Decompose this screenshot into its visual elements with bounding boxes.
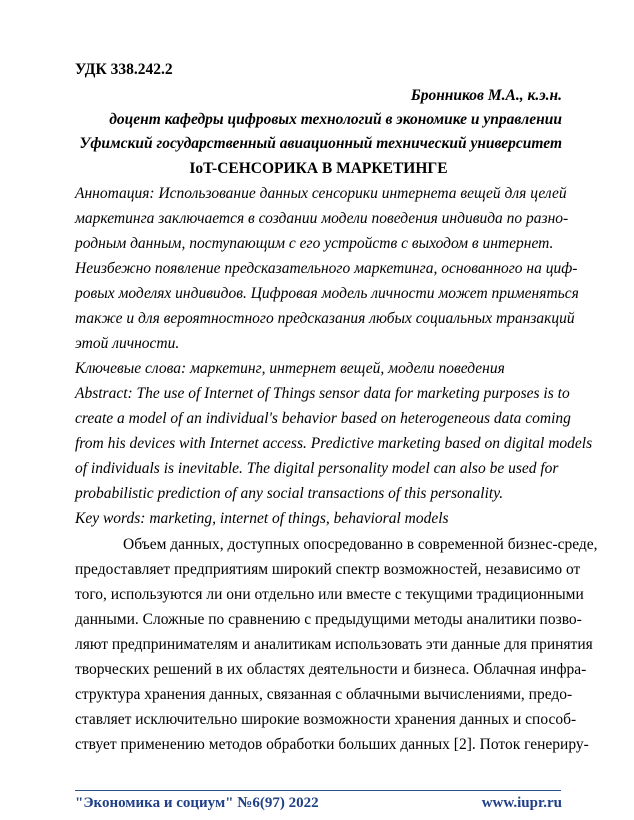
author-position: доцент кафедры цифровых технологий в экономике и управлении xyxy=(109,111,562,128)
abstract-en-line: of individuals is inevitable. The digital personality model can also be used for xyxy=(75,460,559,477)
abstract-en-line: Abstract: The use of Internet of Things sensor data for marketing purposes is to xyxy=(75,385,570,402)
body-line: Объем данных, доступных опосредованно в современной бизнес-среде, xyxy=(123,536,598,553)
body-line: предоставляет предприятиям широкий спектр возможностей, независимо от xyxy=(75,561,581,578)
abstract-ru-line: этой личности. xyxy=(75,335,180,352)
body-line: ляют предпринимателям и аналитикам использовать эти данные для принятия xyxy=(75,636,593,653)
author-name: Бронников М.А., к.э.н. xyxy=(410,87,562,104)
keywords-en: Key words: marketing, internet of things, behavioral models xyxy=(75,510,449,527)
footer-journal: "Экономика и социум" №6(97) 2022 xyxy=(75,795,319,811)
keywords-ru: Ключевые слова: маркетинг, интернет вещей, модели поведения xyxy=(75,360,505,377)
body-line: того, используются ли они отдельно или вместе с текущими традиционными xyxy=(75,586,584,603)
body-line: структура хранения данных, связанная с облачными вычислениями, предо- xyxy=(75,686,573,703)
body-line: ствует применению методов обработки больших данных [2]. Поток генериру- xyxy=(75,736,589,753)
abstract-ru-line: маркетинга заключается в создании модели поведения индивида по разно- xyxy=(75,210,569,227)
udc-code: УДК 338.242.2 xyxy=(75,61,173,78)
abstract-en-line: from his devices with Internet access. Predictive marketing based on digital models xyxy=(75,435,593,452)
footer-divider xyxy=(75,790,561,791)
abstract-ru-line: Аннотация: Использование данных сенсорики интернета вещей для целей xyxy=(75,185,567,202)
abstract-ru-line: ровых моделях индивидов. Цифровая модель личности может применяться xyxy=(75,285,579,302)
article-title: IoT-СЕНСОРИКА В МАРКЕТИНГЕ xyxy=(189,160,448,177)
abstract-en-line: create a model of an individual's behavior based on heterogeneous data coming xyxy=(75,410,571,427)
footer-website-link[interactable]: www.iupr.ru xyxy=(481,795,562,811)
body-line: творческих решений в их областях деятельности и бизнеса. Облачная инфра- xyxy=(75,661,587,678)
abstract-ru-line: Неизбежно появление предсказательного маркетинга, основанного на циф- xyxy=(75,260,578,277)
body-line: ставляет исключительно широкие возможности хранения данных и способ- xyxy=(75,711,577,728)
body-line: данными. Сложные по сравнению с предыдущими методы аналитики позво- xyxy=(75,611,582,628)
abstract-ru-line: также и для вероятностного предсказания любых социальных транзакций xyxy=(75,310,575,327)
abstract-ru-line: родным данным, поступающим с его устройств с выходом в интернет. xyxy=(75,235,554,252)
author-university: Уфимский государственный авиационный технический университет xyxy=(79,135,562,152)
abstract-en-line: probabilistic prediction of any social transactions of this personality. xyxy=(75,485,504,502)
